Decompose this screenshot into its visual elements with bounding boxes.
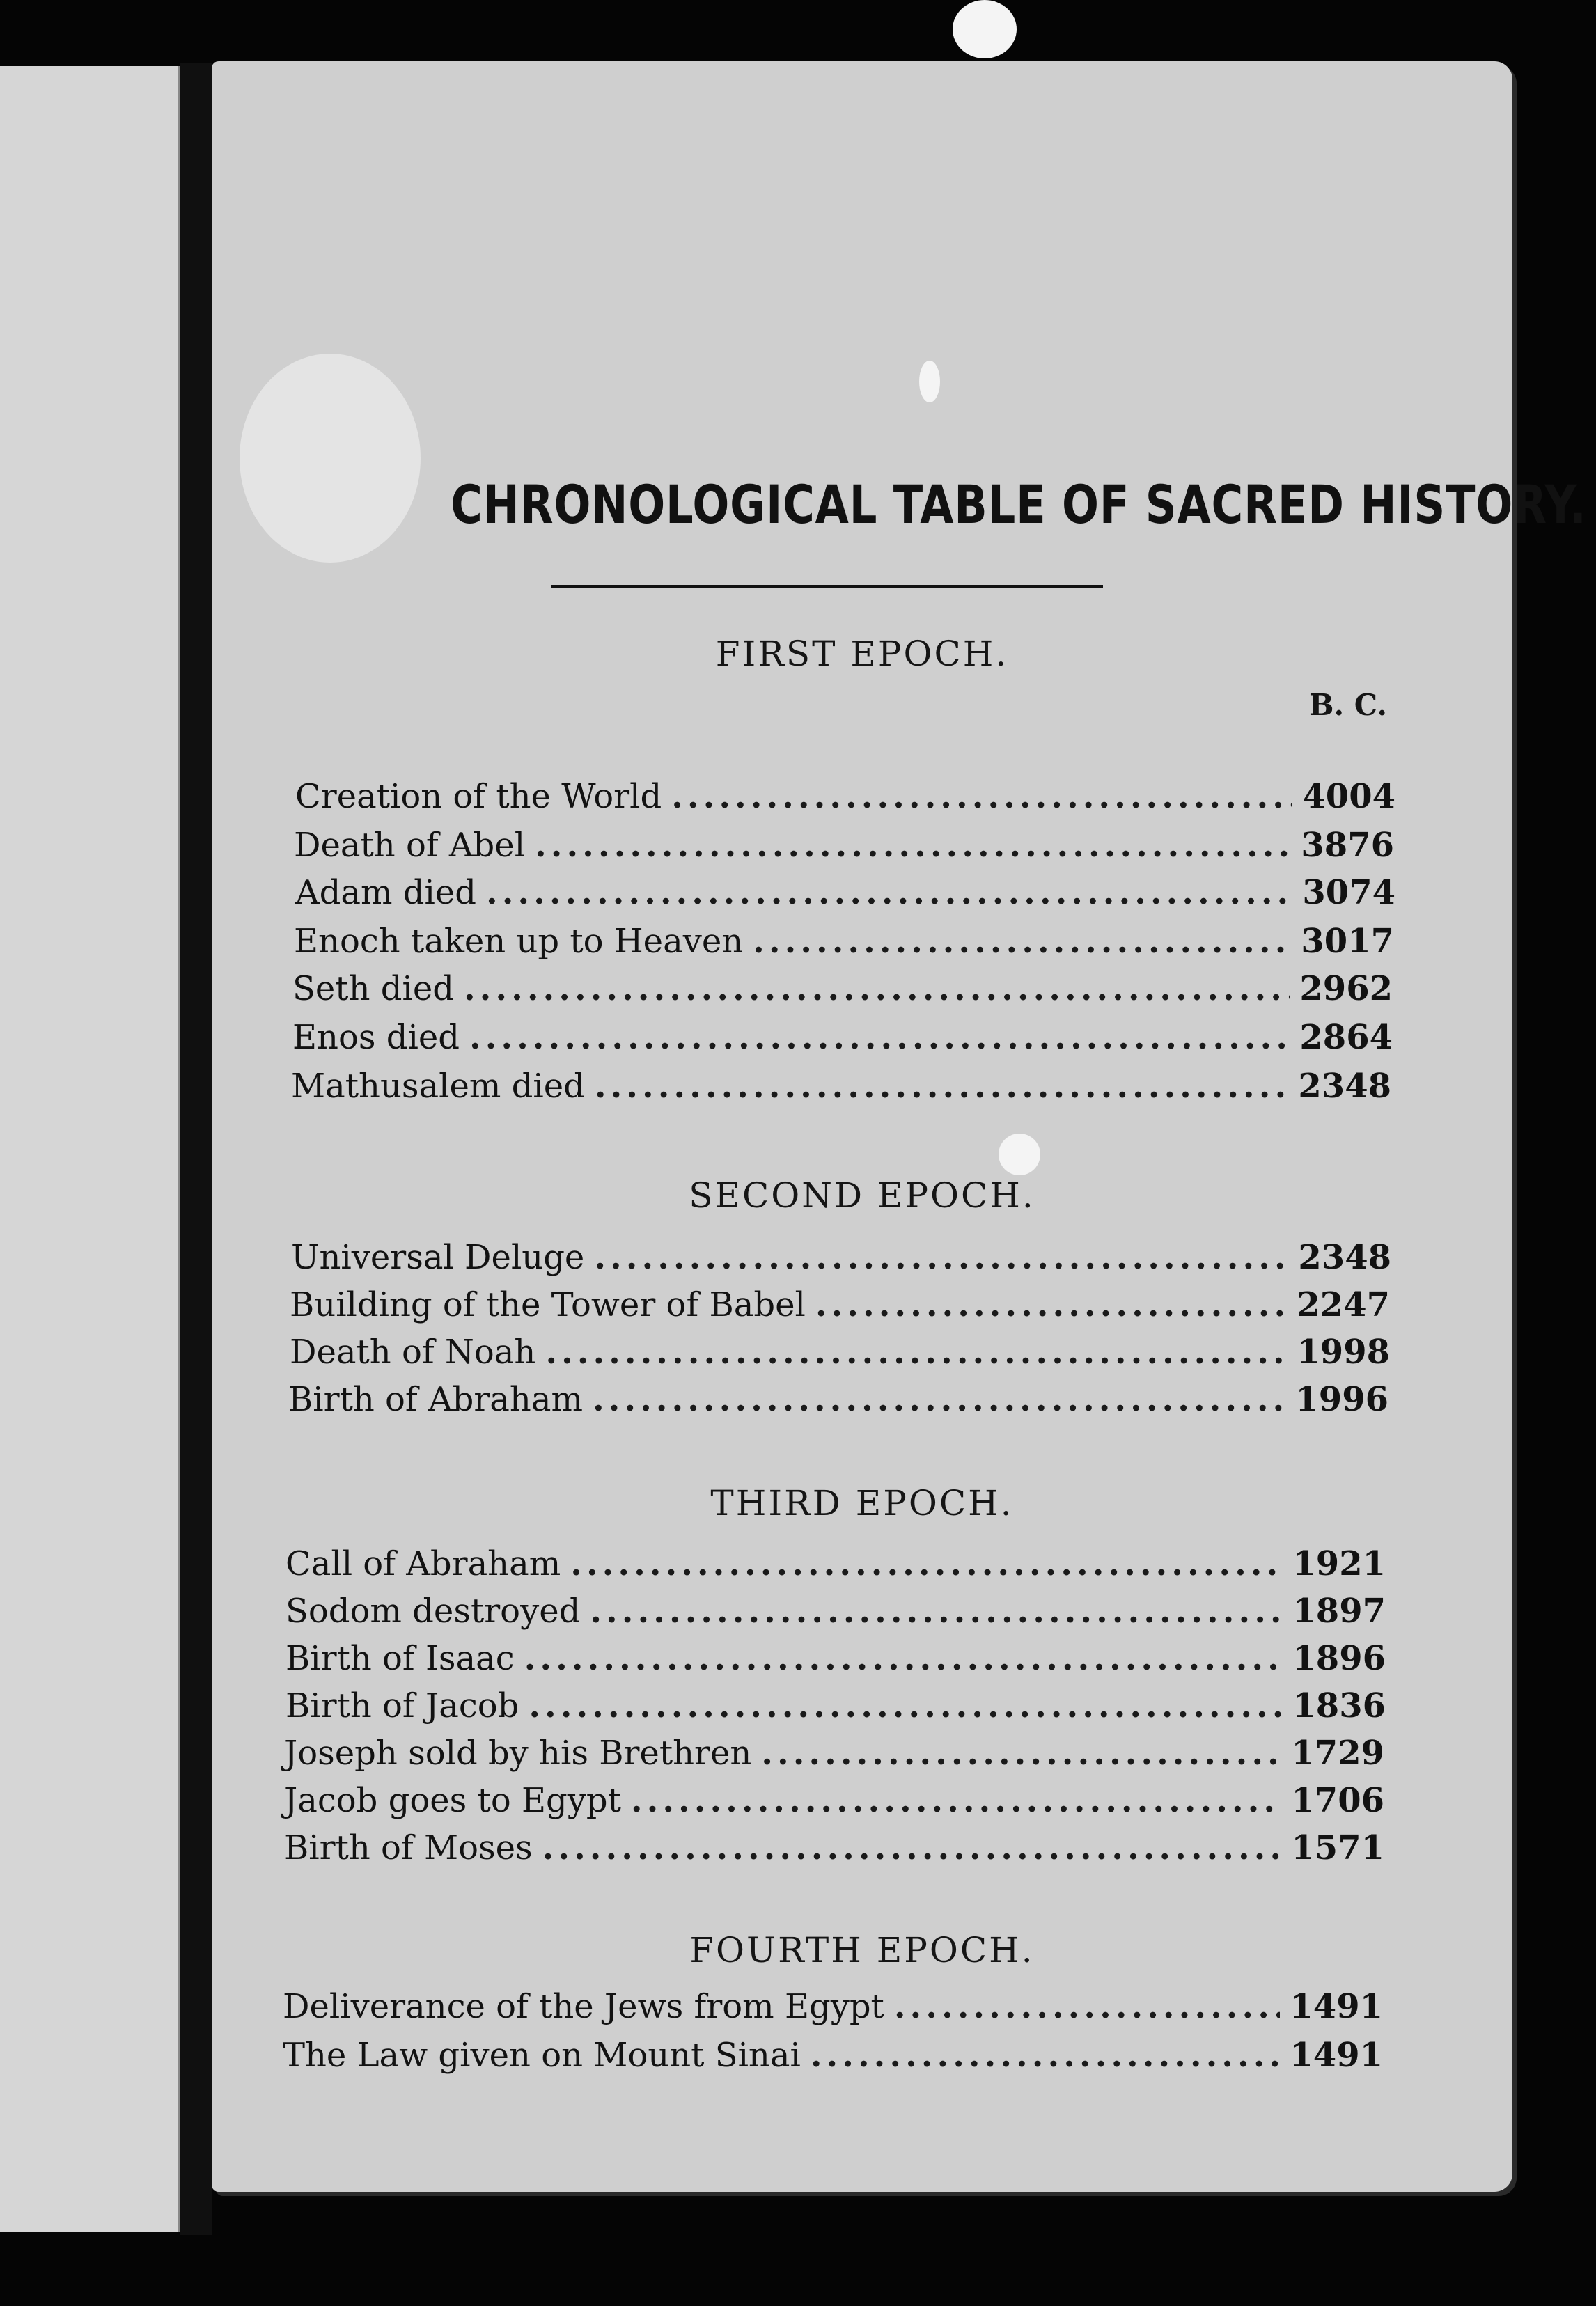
dot-leader (593, 1380, 1285, 1419)
event-name: Building of the Tower of Babel (290, 1285, 806, 1324)
event-name: Sodom destroyed (285, 1592, 581, 1631)
table-row (295, 873, 1395, 918)
event-year: 3017 (1301, 922, 1394, 961)
event-name: Birth of Isaac (285, 1639, 515, 1678)
dot-leader (486, 873, 1292, 912)
table-row (285, 1544, 1386, 1589)
epoch-heading: THIRD EPOCH. (710, 1483, 1014, 1523)
table-row (288, 1380, 1388, 1425)
dot-leader (545, 1333, 1287, 1372)
dot-leader (542, 1828, 1282, 1867)
table-row (284, 1734, 1384, 1778)
event-name: Seth died (292, 969, 454, 1008)
event-name: Call of Abraham (285, 1544, 561, 1583)
event-year: 1729 (1291, 1734, 1384, 1773)
title-rule (551, 585, 1103, 588)
event-year: 1921 (1292, 1544, 1386, 1583)
epoch-heading: SECOND EPOCH. (689, 1175, 1035, 1216)
event-year: 2247 (1297, 1285, 1390, 1324)
page-title: CHRONOLOGICAL TABLE OF SACRED HISTORY. (451, 473, 1587, 535)
event-year: 2962 (1299, 969, 1393, 1008)
table-row (292, 969, 1393, 1014)
paper-damage-mark (919, 361, 940, 402)
book-gutter (180, 63, 212, 2235)
event-name: Adam died (295, 873, 476, 912)
table-row (284, 1781, 1384, 1826)
event-year: 1571 (1291, 1828, 1384, 1867)
event-year: 1897 (1292, 1592, 1386, 1631)
facing-page (0, 66, 180, 2232)
event-name: Creation of the World (295, 777, 662, 816)
table-row (285, 1639, 1386, 1684)
table-row (285, 1592, 1386, 1636)
table-row (294, 826, 1394, 870)
event-name: Universal Deluge (291, 1238, 585, 1277)
event-year: 1836 (1292, 1686, 1386, 1725)
table-row (283, 1987, 1383, 2032)
epoch-heading: FOURTH EPOCH. (689, 1930, 1035, 1970)
event-name: Joseph sold by his Brethren (284, 1734, 752, 1773)
event-name: Birth of Abraham (288, 1380, 583, 1419)
event-year: 3876 (1301, 826, 1394, 865)
event-year: 1996 (1295, 1380, 1388, 1419)
event-year: 1998 (1297, 1333, 1390, 1372)
paper-damage-mark (999, 1134, 1040, 1175)
table-row (290, 1333, 1390, 1377)
dot-leader (524, 1639, 1283, 1678)
dot-leader (753, 922, 1291, 961)
event-name: Mathusalem died (291, 1067, 585, 1106)
event-name: The Law given on Mount Sinai (283, 2036, 801, 2075)
dot-leader (815, 1285, 1288, 1324)
column-header-bc: B. C. (1309, 688, 1388, 722)
table-row (285, 1686, 1386, 1731)
table-row (291, 1067, 1391, 1111)
dot-leader (590, 1592, 1283, 1631)
event-year: 3074 (1302, 873, 1395, 912)
event-year: 2348 (1298, 1238, 1391, 1277)
event-year: 2348 (1298, 1067, 1391, 1106)
event-name: Enoch taken up to Heaven (294, 922, 744, 961)
dot-leader (570, 1544, 1283, 1583)
dot-leader (535, 826, 1291, 865)
event-name: Deliverance of the Jews from Egypt (283, 1987, 884, 2026)
dot-leader (595, 1067, 1289, 1106)
event-name: Death of Noah (290, 1333, 536, 1372)
dot-leader (811, 2036, 1281, 2075)
event-name: Birth of Moses (284, 1828, 533, 1867)
event-year: 2864 (1299, 1018, 1393, 1057)
table-row (290, 1285, 1390, 1330)
dot-leader (464, 969, 1290, 1008)
table-row (292, 1018, 1393, 1062)
event-year: 1491 (1290, 1987, 1383, 2026)
event-name: Birth of Jacob (285, 1686, 519, 1725)
event-name: Jacob goes to Egypt (284, 1781, 621, 1820)
paper-damage-mark (953, 0, 1017, 58)
table-row (283, 2036, 1383, 2080)
dot-leader (894, 1987, 1281, 2026)
event-year: 4004 (1302, 777, 1395, 816)
dot-leader (631, 1781, 1282, 1820)
dot-leader (671, 777, 1292, 816)
event-name: Enos died (292, 1018, 460, 1057)
paper-damage-mark (240, 354, 421, 563)
epoch-heading: FIRST EPOCH. (715, 634, 1009, 674)
dot-leader (761, 1734, 1281, 1773)
table-row (291, 1238, 1391, 1283)
dot-leader (594, 1238, 1288, 1277)
table-row (295, 777, 1395, 822)
table-row (284, 1828, 1384, 1873)
dot-leader (469, 1018, 1290, 1057)
table-row (294, 922, 1394, 966)
event-year: 1706 (1291, 1781, 1384, 1820)
event-year: 1491 (1290, 2036, 1383, 2075)
event-year: 1896 (1292, 1639, 1386, 1678)
dot-leader (529, 1686, 1283, 1725)
event-name: Death of Abel (294, 826, 526, 865)
page (212, 61, 1587, 2192)
